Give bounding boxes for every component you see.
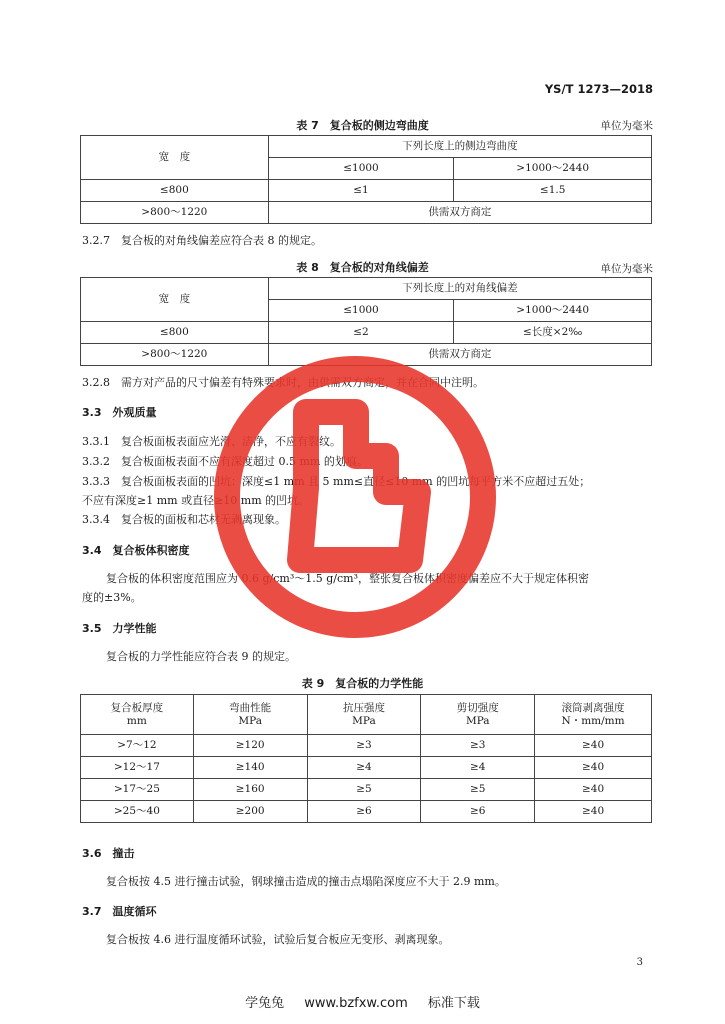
clause-3-3-4: 3.3.4 复合板的面板和芯材无剥离现象。	[82, 513, 286, 526]
table-cell: ≤1.5	[454, 180, 652, 202]
section-3-4-para-line1: 复合板的体积密度范围应为 0.6 g/cm³～1.5 g/cm³，整张复合板体积密度偏差应不大于规定体积密	[106, 572, 589, 585]
table-header-cell	[535, 695, 652, 735]
table-cell: ≥5	[421, 779, 535, 801]
table-cell: ≤1	[268, 180, 454, 202]
table-cell: 供需双方商定	[268, 344, 651, 366]
clause-3-2-7: 3.2.7 复合板的对角线偏差应符合表 8 的规定。	[82, 234, 322, 247]
table-7-caption: 表 7 复合板的侧边弯曲度	[296, 119, 429, 132]
footer	[0, 992, 725, 1011]
header-name: 滚筒剥离强度	[561, 701, 625, 714]
section-3-5-para: 复合板的力学性能应符合表 9 的规定。	[106, 650, 296, 663]
table-8-group-header: 下列长度上的对角线偏差	[268, 278, 651, 300]
header-name: 复合板厚度	[110, 701, 164, 714]
table-row	[81, 322, 652, 344]
clause-3-3-3-line2: 不应有深度≥1 mm 或直径≥10 mm 的凹坑。	[82, 494, 310, 507]
table-cell: ≥5	[307, 779, 421, 801]
table-cell: >12～17	[81, 757, 194, 779]
table-8-sub-header: >1000～2440	[454, 300, 652, 322]
table-8-sub-header: ≤1000	[268, 300, 454, 322]
table-cell: 供需双方商定	[268, 202, 651, 224]
clause-3-3-3-line1: 3.3.3 复合板面板表面的凹坑：深度≤1 mm 且 5 mm≤直径≤10 mm 的凹坑每平方米不应超过五处；	[82, 475, 591, 488]
section-3-4-heading: 3.4 复合板体积密度	[82, 544, 190, 557]
table-cell: >25～40	[81, 801, 194, 823]
table-cell: ≥40	[535, 801, 652, 823]
section-3-5-heading: 3.5 力学性能	[82, 622, 157, 635]
section-3-7-heading: 3.7 温度循环	[82, 905, 157, 918]
table-7-group-header: 下列长度上的侧边弯曲度	[268, 136, 651, 158]
table-header-cell	[421, 695, 535, 735]
table-row	[81, 180, 652, 202]
table-7-sub-header: ≤1000	[268, 158, 454, 180]
table-8-unit: 单位为毫米	[600, 263, 653, 275]
table-cell: ≥6	[421, 801, 535, 823]
table-cell: ≥140	[193, 757, 307, 779]
table-cell: ≤800	[81, 322, 269, 344]
table-cell: >800～1220	[81, 344, 269, 366]
table-cell: ≥3	[307, 735, 421, 757]
table-cell: ≤800	[81, 180, 269, 202]
header-name: 弯曲性能	[229, 701, 272, 714]
table-7-sub-header: >1000～2440	[454, 158, 652, 180]
watermark-glyph	[300, 412, 418, 560]
table-cell: >800～1220	[81, 202, 269, 224]
table-cell: >17～25	[81, 779, 194, 801]
header-unit: MPa	[465, 714, 490, 727]
table-8-caption: 表 8 复合板的对角线偏差	[296, 261, 429, 274]
table-row	[81, 735, 652, 757]
table-cell: ≥160	[193, 779, 307, 801]
section-3-6-heading: 3.6 撞击	[82, 847, 135, 860]
section-3-7-para: 复合板按 4.6 进行温度循环试验，试验后复合板应无变形、剥离现象。	[106, 933, 450, 946]
header-unit: mm	[126, 714, 147, 727]
table-7-unit: 单位为毫米	[600, 120, 653, 132]
header-name: 剪切强度	[456, 701, 499, 714]
table-cell: ≥120	[193, 735, 307, 757]
section-3-4-para-line2: 度的±3%。	[82, 591, 142, 604]
table-cell: ≤长度×2‰	[454, 322, 652, 344]
table-cell: ≥40	[535, 757, 652, 779]
table-cell: ≥200	[193, 801, 307, 823]
table-9	[80, 694, 652, 823]
standard-number: YS/T 1273—2018	[544, 82, 653, 96]
footer-site-name: 学兔兔	[245, 996, 285, 1011]
table-header-cell	[193, 695, 307, 735]
table-cell: ≥4	[307, 757, 421, 779]
table-row	[81, 801, 652, 823]
table-cell: ≥4	[421, 757, 535, 779]
table-cell: ≥40	[535, 735, 652, 757]
table-row	[81, 202, 652, 224]
table-9-caption: 表 9 复合板的力学性能	[301, 677, 424, 690]
watermark-logo-icon	[210, 352, 500, 642]
clause-3-3-2: 3.3.2 复合板面板表面不应有深度超过 0.5 mm 的划痕。	[82, 455, 368, 468]
table-7-width-header: 宽 度	[81, 136, 269, 180]
header-unit: MPa	[352, 714, 376, 727]
table-cell: ≥6	[307, 801, 421, 823]
clause-3-2-8: 3.2.8 需方对产品的尺寸偏差有特殊要求时，由供需双方商定，并在合同中注明。	[82, 376, 484, 389]
section-3-3-heading: 3.3 外观质量	[82, 406, 157, 419]
footer-url-link[interactable]: www.bzfxw.com	[304, 996, 408, 1011]
header-name: 抗压强度	[342, 701, 385, 714]
table-header-cell	[81, 695, 194, 735]
table-cell: ≥40	[535, 779, 652, 801]
table-cell: >7～12	[81, 735, 194, 757]
table-cell: ≥3	[421, 735, 535, 757]
table-7	[80, 135, 652, 224]
table-row	[81, 757, 652, 779]
table-cell: ≤2	[268, 322, 454, 344]
table-row	[81, 779, 652, 801]
clause-3-3-1: 3.3.1 复合板面板表面应光滑、洁净，不应有裂纹。	[82, 435, 341, 448]
table-header-row	[81, 695, 652, 735]
header-unit: MPa	[238, 714, 262, 727]
page-number: 3	[636, 957, 643, 968]
table-8-width-header: 宽 度	[81, 278, 269, 322]
footer-tagline: 标准下载	[427, 996, 480, 1011]
section-3-6-para: 复合板按 4.5 进行撞击试验，钢球撞击造成的撞击点塌陷深度应不大于 2.9 mm。	[106, 875, 506, 888]
header-unit: N・mm/mm	[561, 714, 625, 727]
table-header-cell	[307, 695, 421, 735]
